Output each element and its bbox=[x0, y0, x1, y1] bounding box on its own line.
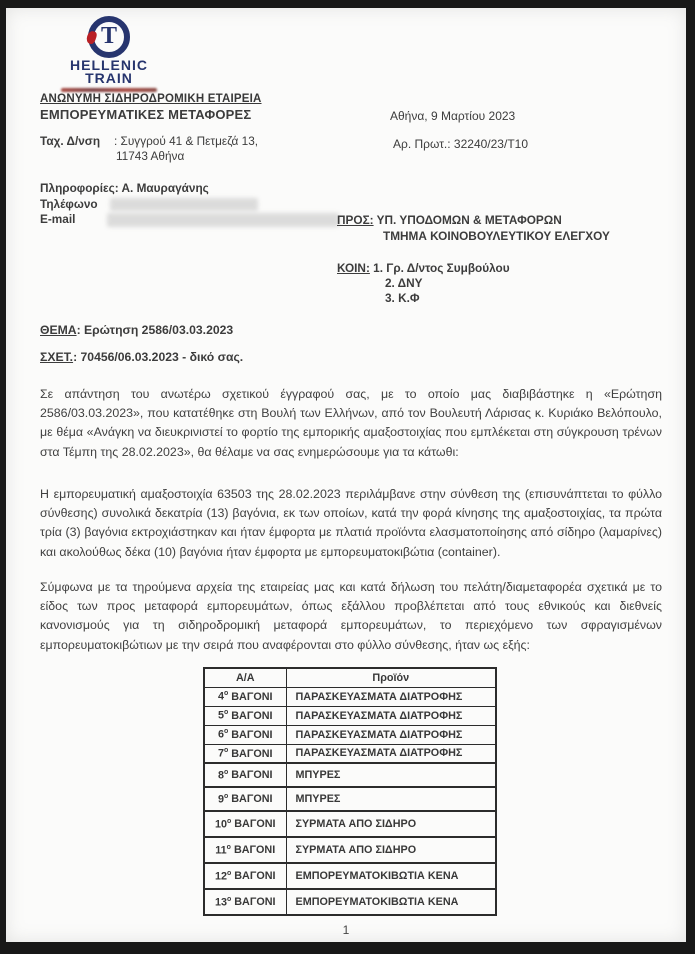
body-paragraph-2: Η εμπορευματική αμαξοστοιχία 63503 της 28.02.2023 περιλάμβανε στην σύνθεση της (επισυνάπτεται το φύλλο σύνθεσης) συνολικά δεκατρία (13) βαγόνια, εκ των οποίων, κατά την φορά κίνησης της αμαξοστοιχίας, τα πρώτα τρία (3) βαγόνια εκτροχιάστηκαν και ήταν έμφορτα με πλατιά προϊόντα ελασματοποίησης από σίδηρο (λαμαρίνες) και ακολούθως δέκα (10) βαγόνια ήταν έμφορτα με εμπορευματοκιβώτια (container). bbox=[40, 487, 662, 559]
address-line2: 11743 Αθήνα bbox=[116, 149, 185, 163]
recipient-to-line bbox=[337, 213, 562, 227]
hellenic-train-logo bbox=[34, 14, 184, 92]
product-cell: ΕΜΠΟΡΕΥΜΑΤΟΚΙΒΩΤΙΑ ΚΕΝΑ bbox=[286, 889, 496, 915]
product-cell: ΠΑΡΑΣΚΕΥΑΣΜΑΤΑ ΔΙΑΤΡΟΦΗΣ bbox=[286, 706, 496, 725]
product-cell: ΕΜΠΟΡΕΥΜΑΤΟΚΙΒΩΤΙΑ ΚΕΝΑ bbox=[286, 863, 496, 889]
wagon-cell: $6^o$ ΒΑΓΟΝΙ bbox=[204, 725, 286, 744]
subject-label: ΘΕΜΑ bbox=[40, 323, 77, 337]
wagon-cell: $8^o$ ΒΑΓΟΝΙ bbox=[204, 763, 286, 787]
cargo-manifest-table bbox=[203, 667, 497, 916]
koin-label: ΚΟΙΝ: bbox=[337, 261, 370, 275]
wagon-cell: $12^o$ ΒΑΓΟΝΙ bbox=[204, 863, 286, 889]
table-row bbox=[204, 889, 496, 915]
redacted-email-value bbox=[107, 213, 339, 227]
table-row bbox=[204, 687, 496, 706]
cc-line bbox=[337, 261, 510, 275]
company-legal-name: ΑΝΩΝΥΜΗ ΣΙΔΗΡΟΔΡΟΜΙΚΗ ΕΤΑΙΡΕΙΑ bbox=[40, 93, 262, 105]
postal-address-line bbox=[40, 134, 360, 148]
product-cell: ΠΑΡΑΣΚΕΥΑΣΜΑΤΑ ΔΙΑΤΡΟΦΗΣ bbox=[286, 725, 496, 744]
pros-label: ΠΡΟΣ: bbox=[337, 213, 374, 227]
logo-tagline-strip bbox=[61, 88, 157, 92]
redacted-phone-value bbox=[110, 198, 258, 211]
brand-name-line1: HELLENIC bbox=[70, 57, 148, 73]
subject-line bbox=[40, 323, 233, 337]
department-title: ΕΜΠΟΡΕΥΜΑΤΙΚΕΣ ΜΕΤΑΦΟΡΕΣ bbox=[40, 107, 252, 122]
product-cell: ΜΠΥΡΕΣ bbox=[286, 787, 496, 811]
body-paragraph-3: Σύμφωνα με τα τηρούμενα αρχεία της εταιρείας μας και κατά δήλωση του πελάτη/διαμεταφορέα σχετικά με το είδος των προς μεταφορά εμπορευμάτων, όπως εξάλλου προβλέπεται από τους εθνικούς και διεθνείς κανονισμούς για τη σιδηροδρομική μεταφορά εμπορευμάτων, το περιεχόμενο των σφραγισμένων εμπορευματοκιβώτιων με την σειρά που αναφέρονται στο φύλλο σύνθεσης, ήταν ως εξής: bbox=[40, 580, 662, 652]
city-date: Αθήνα, 9 Μαρτίου 2023 bbox=[390, 109, 516, 123]
table-row bbox=[204, 706, 496, 725]
phone-label: Τηλέφωνο bbox=[40, 197, 98, 211]
product-cell: ΠΑΡΑΣΚΕΥΑΣΜΑΤΑ ΔΙΑΤΡΟΦΗΣ bbox=[286, 744, 496, 763]
protocol-number: Αρ. Πρωτ.: 32240/23/Τ10 bbox=[393, 137, 528, 151]
product-cell: ΣΥΡΜΑΤΑ ΑΠΟ ΣΙΔΗΡΟ bbox=[286, 837, 496, 863]
table-row bbox=[204, 811, 496, 837]
email-label: E-mail bbox=[40, 212, 76, 226]
wagon-cell: $4^o$ ΒΑΓΟΝΙ bbox=[204, 687, 286, 706]
cargo-table-body bbox=[204, 687, 496, 915]
contact-person-line: Πληροφορίες: Α. Μαυραγάνης bbox=[40, 181, 209, 195]
page-number: 1 bbox=[342, 923, 350, 937]
column-header-aa: Α/Α bbox=[204, 668, 286, 687]
wagon-cell: $5^o$ ΒΑΓΟΝΙ bbox=[204, 706, 286, 725]
address-value: : Συγγρού 41 & Πετμεζά 13, bbox=[114, 134, 259, 148]
reference-value: : 70456/06.03.2023 - δικό σας. bbox=[73, 350, 244, 364]
document-page bbox=[6, 8, 686, 942]
product-cell: ΣΥΡΜΑΤΑ ΑΠΟ ΣΙΔΗΡΟ bbox=[286, 811, 496, 837]
address-label: Ταχ. Δ/νση bbox=[40, 134, 101, 148]
table-row bbox=[204, 787, 496, 811]
table-row bbox=[204, 725, 496, 744]
koin-item3: 3. Κ.Φ bbox=[385, 291, 420, 305]
wagon-cell: $7^o$ ΒΑΓΟΝΙ bbox=[204, 744, 286, 763]
train-circle-logo-icon: T bbox=[88, 16, 130, 58]
wagon-cell: $11^o$ ΒΑΓΟΝΙ bbox=[204, 837, 286, 863]
table-row bbox=[204, 837, 496, 863]
table-row bbox=[204, 863, 496, 889]
subject-value: : Ερώτηση 2586/03.03.2023 bbox=[76, 323, 234, 337]
pros-line2-text: ΤΜΗΜΑ ΚΟΙΝΟΒΟΥΛΕΥΤΙΚΟΥ ΕΛΕΓΧΟΥ bbox=[383, 229, 610, 243]
product-cell: ΠΑΡΑΣΚΕΥΑΣΜΑΤΑ ΔΙΑΤΡΟΦΗΣ bbox=[286, 687, 496, 706]
body-paragraph-1: Σε απάντηση του ανωτέρω σχετικού έγγραφού σας, με το οποίο μας διαβιβάστηκε η «Ερώτηση 2586/03.03.2023», που κατατέθηκε στη Βουλή των Ελλήνων, από τον Βουλευτή Λάρισας κ. Κυριάκο Βελόπουλο, με θέμα «Ανάγκη να διευκρινιστεί το φορτίο της εμπορικής αμαξοστοιχίας που εμπλέκεται στη σύγκρουση τρένων στα Τέμπη της 28.02.2023», θα θέλαμε να σας ενημερώσουμε για τα κάτωθι: bbox=[40, 387, 662, 459]
wagon-cell: $13^o$ ΒΑΓΟΝΙ bbox=[204, 889, 286, 915]
brand-name-line2: TRAIN bbox=[85, 70, 133, 86]
wagon-cell: $10^o$ ΒΑΓΟΝΙ bbox=[204, 811, 286, 837]
table-header-row bbox=[204, 668, 496, 687]
reference-line bbox=[40, 350, 243, 364]
table-row bbox=[204, 744, 496, 763]
koin-item2: 2. ΔΝΥ bbox=[385, 276, 423, 290]
wagon-cell: $9^o$ ΒΑΓΟΝΙ bbox=[204, 787, 286, 811]
pros-line1-text: ΥΠ. ΥΠΟΔΟΜΩΝ & ΜΕΤΑΦΟΡΩΝ bbox=[376, 213, 562, 227]
product-cell: ΜΠΥΡΕΣ bbox=[286, 763, 496, 787]
reference-label: ΣΧΕΤ. bbox=[40, 350, 74, 364]
koin-item1: 1. Γρ. Δ/ντος Συμβούλου bbox=[373, 261, 510, 275]
column-header-product: Προϊόν bbox=[286, 668, 496, 687]
table-row bbox=[204, 763, 496, 787]
